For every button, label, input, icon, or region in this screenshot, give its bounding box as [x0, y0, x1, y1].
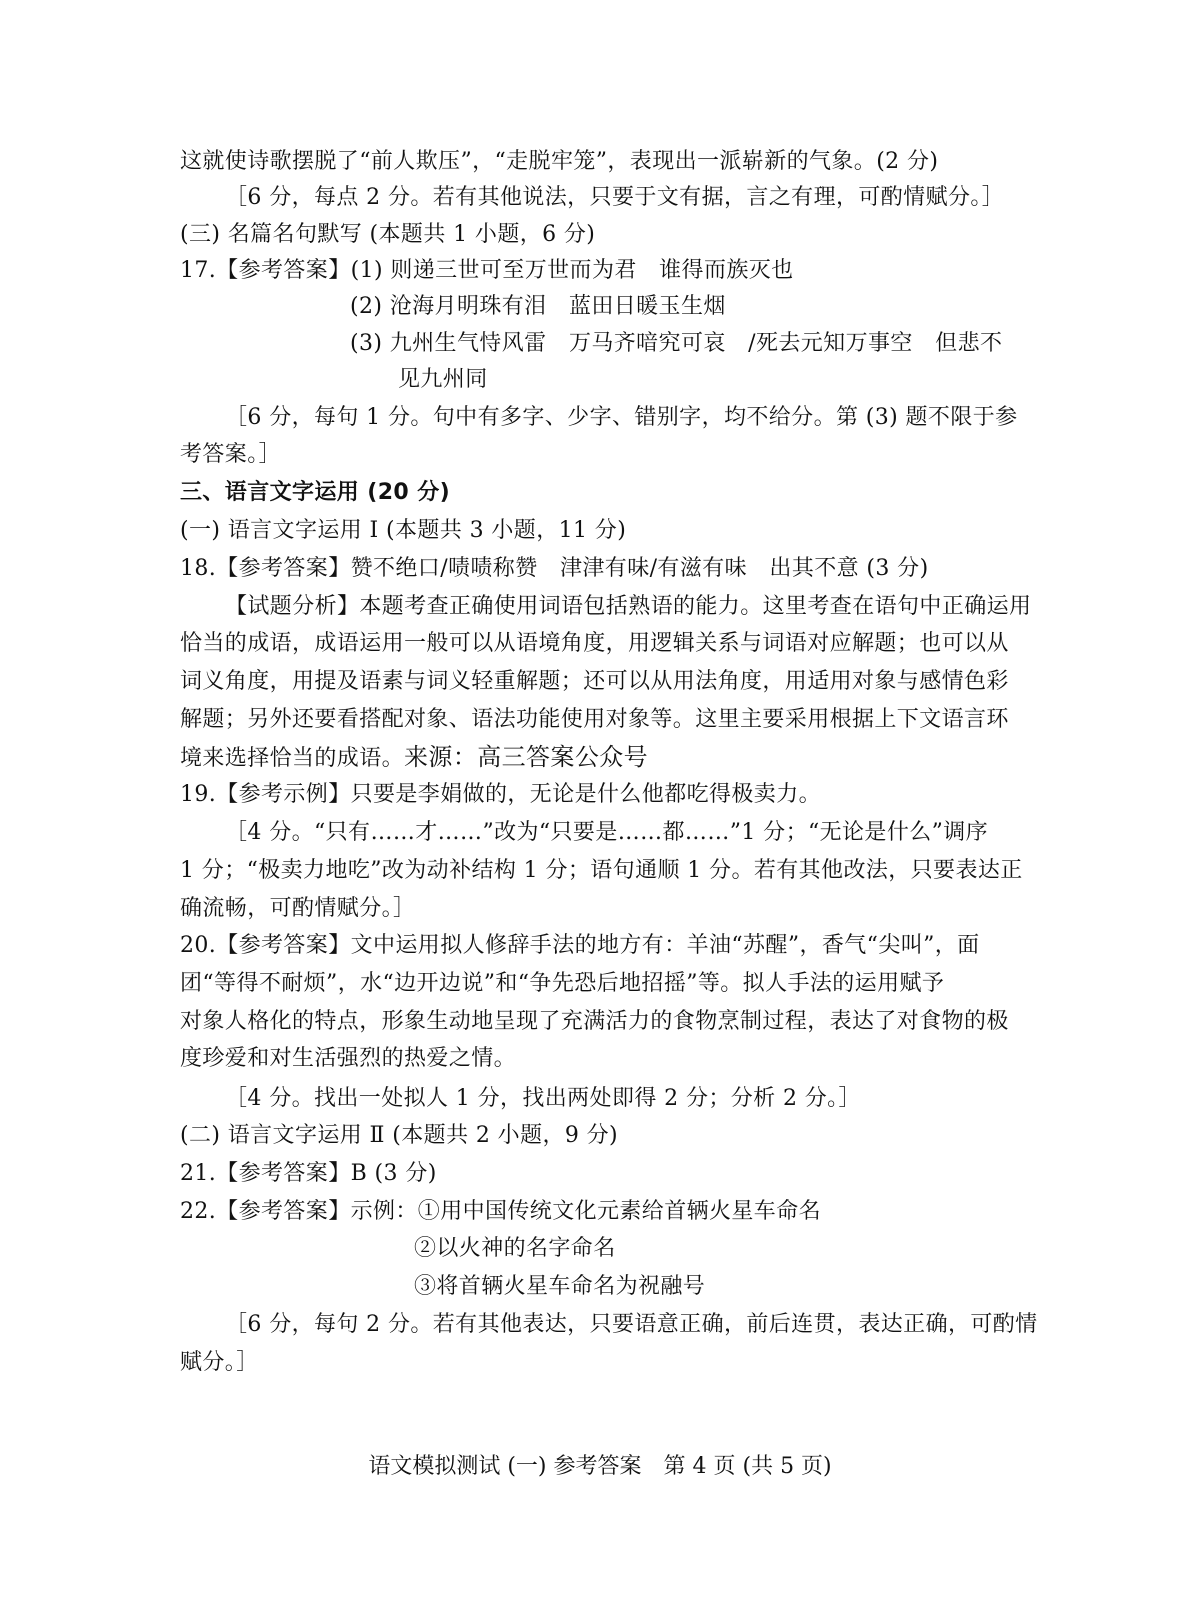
- answer-22-3: ③将首辆火星车命名为祝融号: [414, 1274, 706, 1299]
- watermark-text: 来源：高三答案公众号: [404, 743, 649, 771]
- answer-17-3-cont: 见九州同: [398, 367, 488, 392]
- text-line: 这就使诗歌摆脱了“前人欺压”，“走脱牢笼”，表现出一派崭新的气象。(2 分): [180, 149, 939, 174]
- scoring-note-cont: 赋分。］: [180, 1350, 259, 1375]
- analysis-line-end: 境来选择恰当的成语。: [180, 746, 405, 771]
- answer-20: 20.【参考答案】文中运用拟人修辞手法的地方有：羊油“苏醒”，香气“尖叫”，面: [180, 933, 980, 958]
- scoring-note: ［6 分，每句 2 分。若有其他表达，只要语意正确，前后连贯，表达正确，可酌情: [225, 1312, 1038, 1337]
- answer-17-3: (3) 九州生气恃风雷 万马齐喑究可哀 /死去元知万事空 但悲不: [350, 331, 1003, 356]
- analysis-line: 恰当的成语，成语运用一般可以从语境角度，用逻辑关系与词语对应解题；也可以从: [180, 631, 1009, 656]
- scoring-note: ［4 分。“只有……才……”改为“只要是……都……”1 分；“无论是什么”调序: [225, 820, 989, 845]
- answer-17: 17.【参考答案】(1) 则递三世可至万世而为君 谁得而族灭也: [180, 258, 794, 283]
- answer-20-cont: 团“等得不耐烦”，水“边开边说”和“争先恐后地招摇”等。拟人手法的运用赋予: [180, 971, 945, 996]
- part-heading: 三、语言文字运用 (20 分): [180, 480, 451, 505]
- answer-19: 19.【参考示例】只要是李娟做的，无论是什么他都吃得极卖力。: [180, 782, 821, 807]
- section-heading: (三) 名篇名句默写 (本题共 1 小题，6 分): [180, 222, 596, 247]
- analysis-line: 【试题分析】本题考查正确使用词语包括熟语的能力。这里考查在语句中正确运用: [225, 594, 1032, 619]
- answer-18: 18.【参考答案】赞不绝口/啧啧称赞 津津有味/有滋有味 出其不意 (3 分): [180, 556, 929, 581]
- scoring-note-cont: 考答案。］: [180, 442, 282, 467]
- answer-20-cont: 度珍爱和对生活强烈的热爱之情。: [180, 1046, 517, 1071]
- scoring-note-cont: 确流畅，可酌情赋分。］: [180, 896, 416, 921]
- page-footer: 语文模拟测试 (一) 参考答案 第 4 页 (共 5 页): [368, 1454, 832, 1479]
- analysis-line: 解题；另外还要看搭配对象、语法功能使用对象等。这里主要采用根据上下文语言环: [180, 707, 1009, 732]
- scoring-note: ［6 分，每点 2 分。若有其他说法，只要于文有据，言之有理，可酌情赋分。］: [225, 185, 1005, 210]
- analysis-line: 词义角度，用提及语素与词义轻重解题；还可以从用法角度，用适用对象与感情色彩: [180, 669, 1009, 694]
- answer-21: 21.【参考答案】B (3 分): [180, 1161, 437, 1186]
- answer-22: 22.【参考答案】示例：①用中国传统文化元素给首辆火星车命名: [180, 1199, 821, 1224]
- scoring-note: ［4 分。找出一处拟人 1 分，找出两处即得 2 分；分析 2 分。］: [225, 1086, 861, 1111]
- answer-22-2: ②以火神的名字命名: [414, 1236, 616, 1261]
- section-heading: (二) 语言文字运用 Ⅱ (本题共 2 小题，9 分): [180, 1123, 619, 1148]
- scoring-note-cont: 1 分；“极卖力地吃”改为动补结构 1 分；语句通顺 1 分。若有其他改法，只要表达正: [180, 858, 1023, 883]
- answer-17-2: (2) 沧海月明珠有泪 蓝田日暖玉生烟: [350, 294, 726, 319]
- analysis-line: [180, 742, 1020, 772]
- section-heading: (一) 语言文字运用 Ⅰ (本题共 3 小题，11 分): [180, 518, 627, 543]
- scoring-note: ［6 分，每句 1 分。句中有多字、少字、错别字，均不给分。第 (3) 题不限于参: [225, 405, 1018, 430]
- answer-20-cont: 对象人格化的特点，形象生动地呈现了充满活力的食物烹制过程，表达了对食物的极: [180, 1009, 1009, 1034]
